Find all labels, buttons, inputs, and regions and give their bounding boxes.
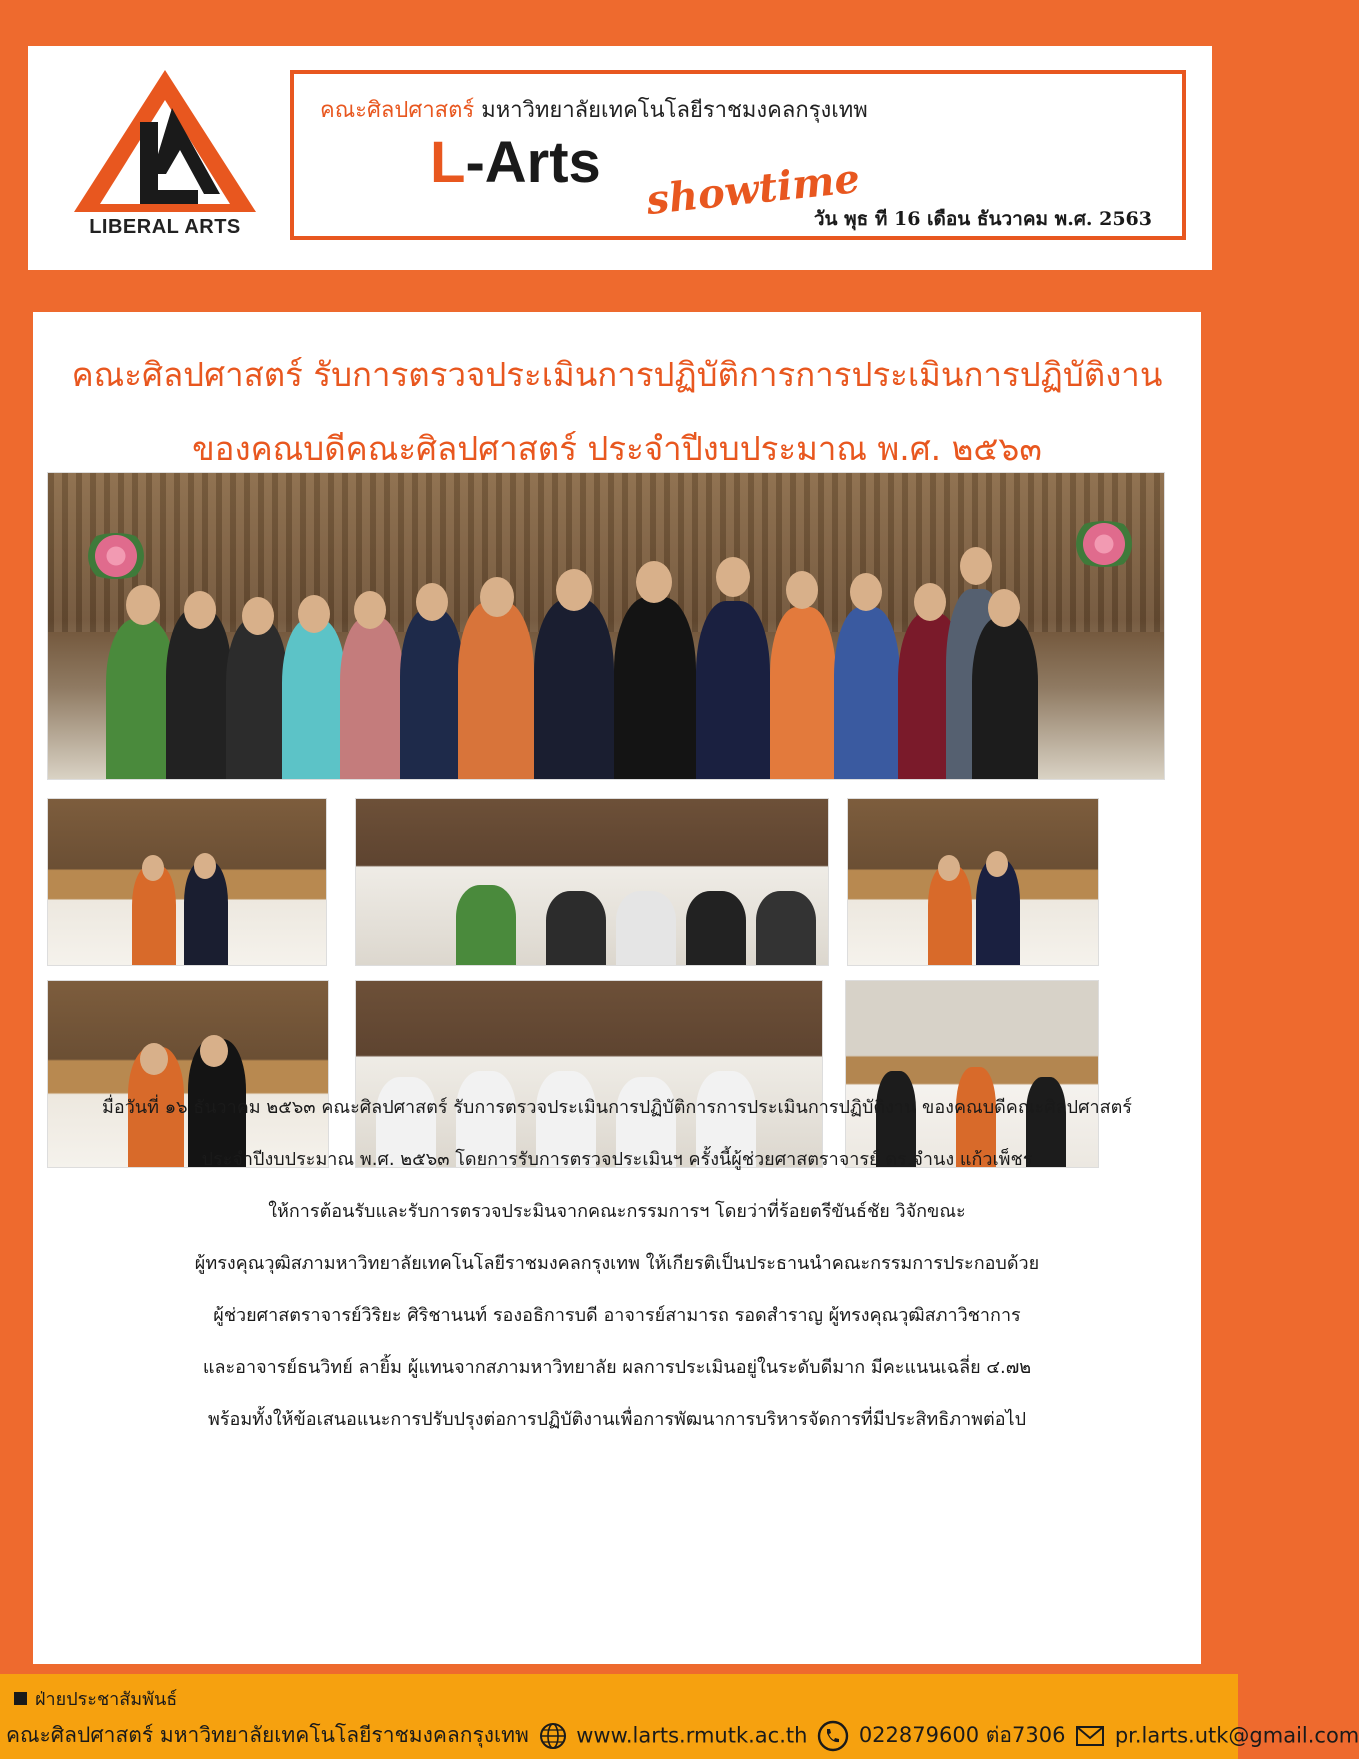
person-head [480,577,514,617]
person [458,601,534,779]
brand-rest: -Arts [465,130,601,195]
person [972,617,1038,779]
person-head [298,595,330,633]
person-head [986,851,1008,877]
contact-bar [6,1719,1359,1752]
person-head [200,1035,228,1067]
person-head [140,1043,168,1075]
person-head [716,557,750,597]
faculty-line [320,92,868,127]
person [534,599,614,779]
person-head [194,853,216,879]
person-head [960,547,992,585]
organization-name: คณะศิลปศาสตร์ มหาวิทยาลัยเทคโนโลยีราชมงคลกรุงเทพ [6,1723,529,1747]
person [166,609,232,779]
person [770,607,836,779]
photo-meeting-1 [355,798,829,966]
email-icon [1075,1724,1105,1748]
person-head [126,585,160,625]
person-head [914,583,946,621]
square-bullet-icon [14,1692,27,1705]
photo-handover-1 [47,798,327,966]
phone-number[interactable]: 022879600 ต่อ7306 [858,1723,1066,1747]
person [756,891,816,965]
person-head [850,573,882,611]
liberal-arts-logo [70,64,260,250]
person-head [242,597,274,635]
person-head [786,571,818,609]
issue-date: วัน พุธ ที 16 เดือน ธันวาคม พ.ศ. 2563 [813,208,1152,230]
photo-handover-2 [847,798,1099,966]
email-address[interactable]: pr.larts.utk@gmail.com [1114,1723,1359,1748]
person-head [636,561,672,603]
logo-text: LIBERAL ARTS [89,216,241,238]
person [456,885,516,965]
person-head [416,583,448,621]
photo-handover-3 [47,980,329,1168]
person [400,609,464,779]
department-name: ฝ่ายประชาสัมพันธ์ [35,1689,178,1710]
body-line-5: ผู้ช่วยศาสตราจารย์วิริยะ ศิริชานนท์ รองอธิการบดี อาจารย์สามารถ รอดสำราญ ผู้ทรงคุณวุฒิสภาวิชาการ [213,1305,1021,1326]
headline-line-2: ของคณบดีคณะศิลปศาสตร์ ประจำปีงบประมาณ พ.ศ. ๒๕๖๓ [192,429,1042,468]
person-head [988,589,1020,627]
body-line-4: ผู้ทรงคุณวุฒิสภามหาวิทยาลัยเทคโนโลยีราชมงคลกรุงเทพ ให้เกียรติเป็นประธานนำคณะกรรมการประกอบด้วย [194,1253,1040,1274]
header [28,46,1212,270]
footer [0,1674,1359,1759]
title-box [290,70,1186,240]
faculty-name: คณะศิลปศาสตร์ [320,98,475,123]
person [834,607,900,779]
headline-line-1: คณะศิลปศาสตร์ รับการตรวจประเมินการปฏิบัติการการประเมินการปฏิบัติงาน [71,355,1163,394]
person [226,619,288,779]
brand-title [430,130,601,195]
website-link[interactable]: www.larts.rmutk.ac.th [576,1723,808,1748]
body-line-1: มื่อวันที่ ๑๖ ธันวาคม ๒๕๖๓ คณะศิลปศาสตร์ รับการตรวจประเมินการปฏิบัติการการประเมินการปฏิบัติงาน ของคณบดีคณะศิลปศาสตร์ [102,1097,1132,1118]
body-line-3: ให้การต้อนรับและรับการตรวจประมินจากคณะกรรมการฯ โดยว่าที่ร้อยตรีขันธ์ชัย วิจักขณะ [268,1201,966,1222]
person [282,619,346,779]
person [616,891,676,965]
person [340,617,404,779]
flower-arrangement-left [76,533,156,579]
person [614,597,696,779]
person [686,891,746,965]
person [546,891,606,965]
brand-subtitle: showtime [644,154,863,225]
article-panel [33,312,1201,1664]
person-head [354,591,386,629]
brand-l: L [430,130,466,195]
globe-icon [539,1722,567,1750]
person-head [556,569,592,611]
group-photo [47,472,1165,780]
flower-arrangement-right [1064,521,1144,567]
person [696,601,770,779]
photo-meeting-2 [355,980,823,1168]
person-head [938,855,960,881]
person-head [184,591,216,629]
body-line-2: ประจำปีงบประมาณ พ.ศ. ๒๕๖๓ โดยการรับการตรวจประเมินฯ ครั้งนี้ผู้ช่วยศาสตราจารย์ ดร.จำนง แก้วเพ็ชร [201,1149,1033,1170]
photo-meeting-3 [845,980,1099,1168]
department-label [14,1684,177,1713]
phone-icon [817,1720,849,1752]
body-line-7: พร้อมทั้งให้ข้อเสนอแนะการปรับปรุงต่อการปฏิบัติงานเพื่อการพัฒนาการบริหารจัดการที่มีประสิทธิภาพต่อไป [207,1409,1027,1430]
body-line-6: และอาจารย์ธนวิทย์ ลายิ้ม ผู้แทนจากสภามหาวิทยาลัย ผลการประเมินอยู่ในระดับดีมาก มีคะแนนเฉลี่ย ๔.๗๒ [202,1357,1032,1378]
person-head [142,855,164,881]
university-name: มหาวิทยาลัยเทคโนโลยีราชมงคลกรุงเทพ [481,98,868,123]
